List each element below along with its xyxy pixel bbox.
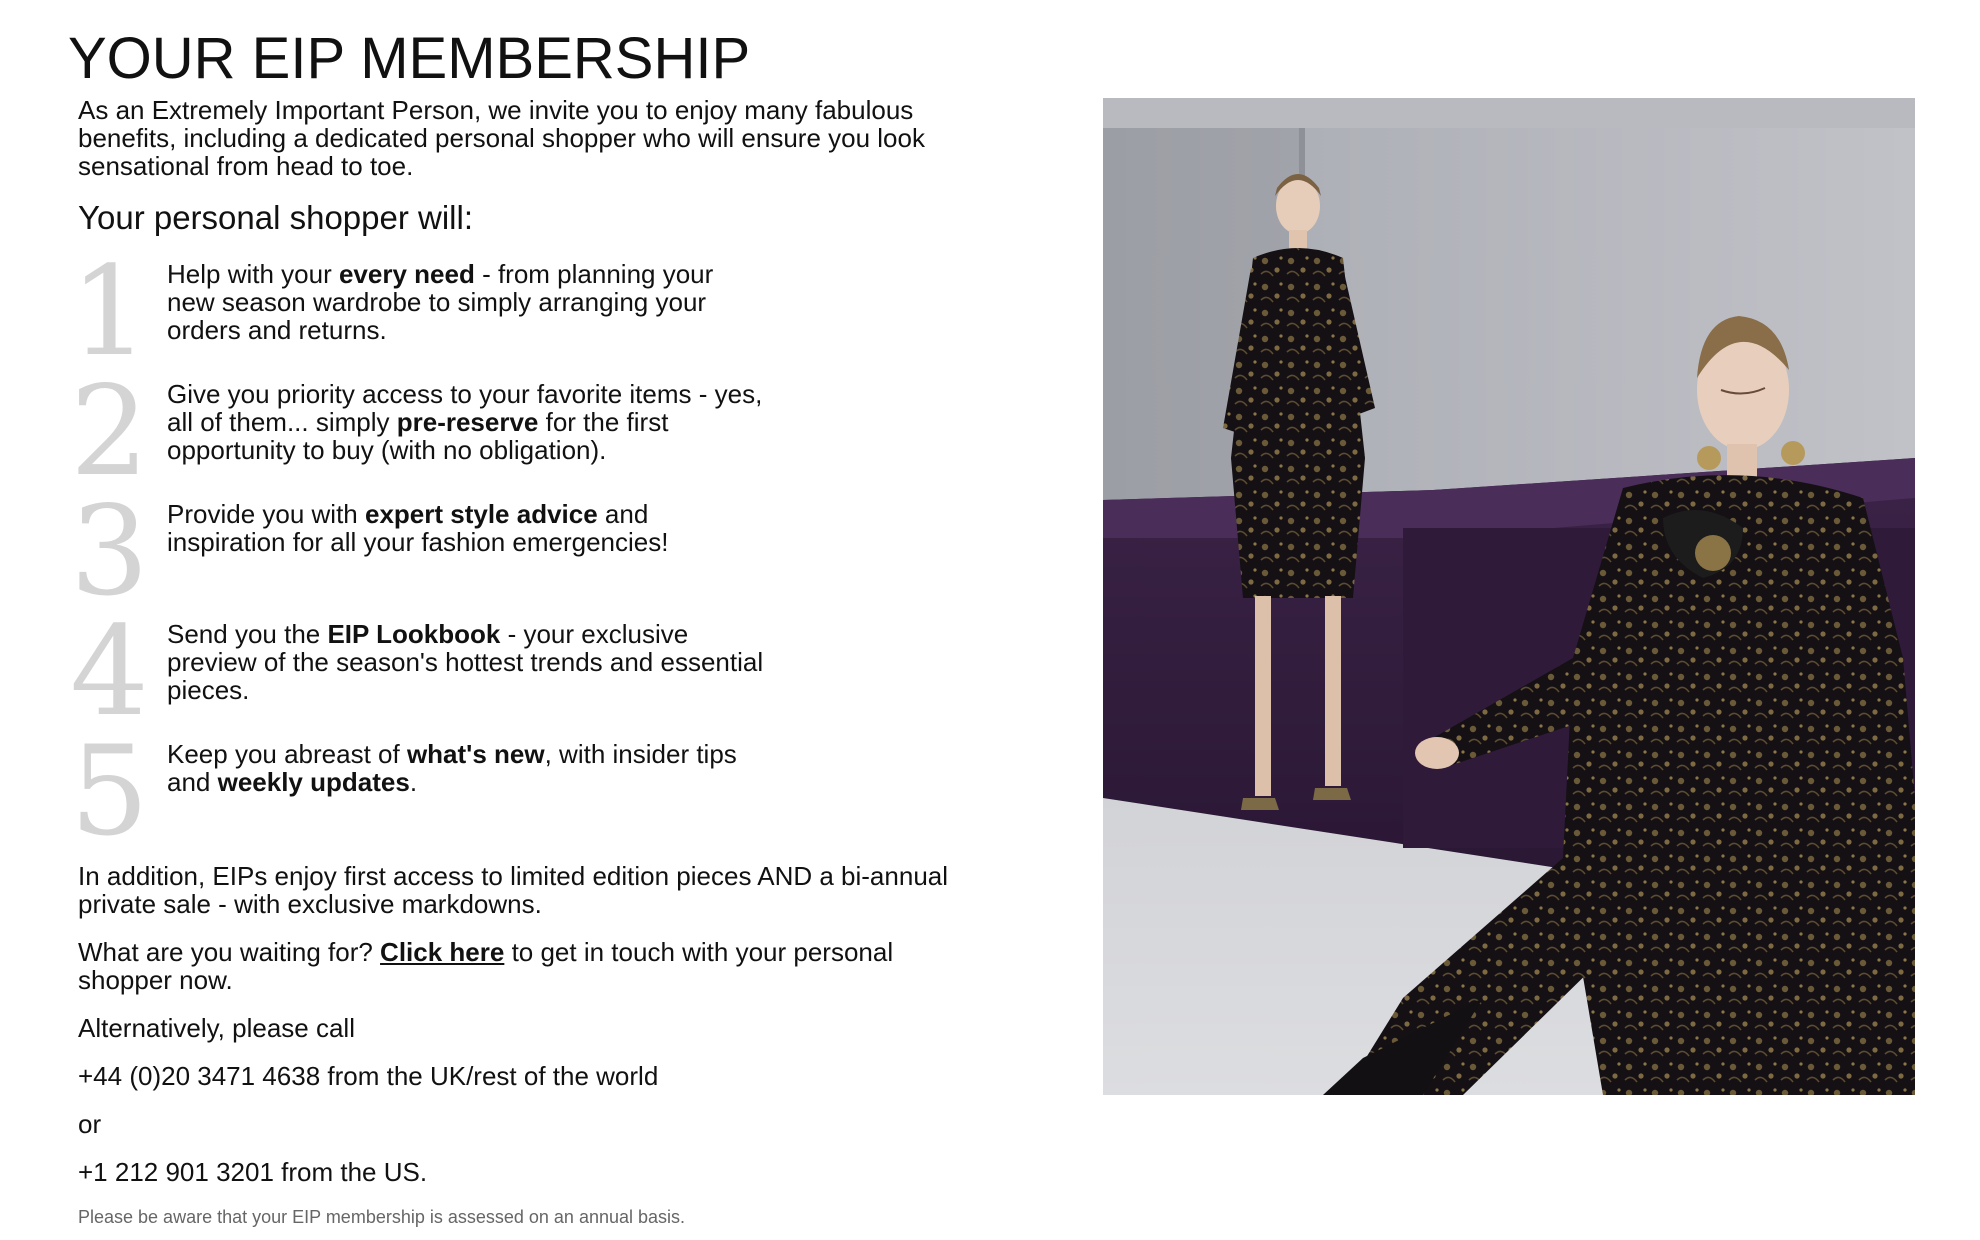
phone-us: +1 212 901 3201 from the US. [78, 1157, 428, 1187]
or-text: or [78, 1109, 102, 1139]
benefit-text-2: Give you priority access to your favorite items - yes, all of them... simply pre-reserve for the first opportunity to buy (with no obligation). [167, 379, 763, 465]
fashion-photo-illustration [1103, 98, 1915, 1095]
benefit-item-1 [70, 240, 770, 384]
click-here-link[interactable]: Click here [380, 937, 505, 967]
benefit-item-5 [70, 720, 770, 864]
shopper-heading: Your personal shopper will: [78, 199, 474, 236]
benefit-number-4: 4 [70, 600, 149, 744]
benefit-number-1: 1 [70, 240, 149, 384]
benefit-text-3: Provide you with expert style advice and inspiration for all your fashion emergencies! [167, 499, 669, 557]
phone-uk: +44 (0)20 3471 4638 from the UK/rest of the world [78, 1061, 659, 1091]
addition-text: In addition, EIPs enjoy first access to limited edition pieces AND a bi-annual private sale - with exclusive markdowns. [78, 861, 949, 919]
benefit-text-1: Help with your every need - from planning your new season wardrobe to simply arranging your orders and returns. [167, 259, 714, 345]
benefit-number-3: 3 [70, 480, 149, 624]
disclaimer-text: Please be aware that your EIP membership is assessed on an annual basis. [78, 1207, 686, 1227]
benefit-text-4: Send you the EIP Lookbook - your exclusive preview of the season's hottest trends and essential pieces. [167, 619, 764, 705]
alternatively-text: Alternatively, please call [78, 1013, 355, 1043]
benefit-item-3 [70, 480, 770, 624]
benefit-item-2 [70, 360, 770, 504]
benefit-number-5: 5 [70, 720, 149, 864]
benefit-number-2: 2 [70, 360, 149, 504]
intro-text: As an Extremely Important Person, we invite you to enjoy many fabulous benefits, including a dedicated personal shopper who will ensure you look sensational from head to toe. [78, 95, 925, 181]
benefit-item-4 [70, 600, 770, 744]
fashion-photo [1103, 98, 1915, 1095]
cta-text: What are you waiting for? Click here to get in touch with your personal shopper now. [78, 937, 894, 995]
benefit-text-5: Keep you abreast of what's new, with insider tips and weekly updates. [167, 739, 737, 797]
page-title: YOUR EIP MEMBERSHIP [68, 26, 751, 91]
